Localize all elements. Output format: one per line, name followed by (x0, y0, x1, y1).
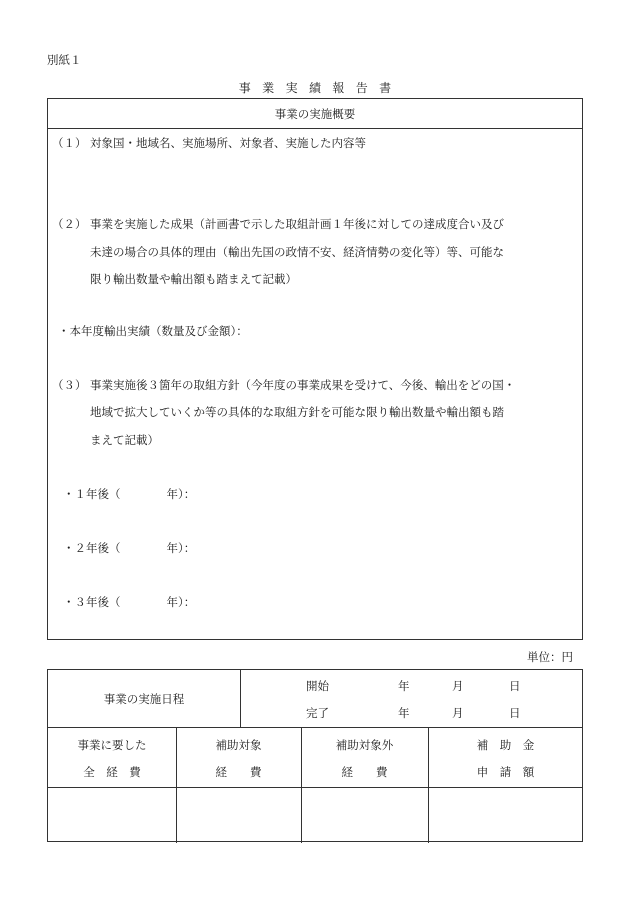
col-non-subsidized-line1: 補助対象外 (335, 738, 394, 752)
item3-year1: ・１年後（ 年）： (63, 487, 196, 501)
document-title: 事業実績報告書 (238, 81, 403, 95)
col-subsidized-line1: 補助対象 (215, 738, 262, 752)
col-grant-request-line2: 申 請 額 (476, 765, 535, 779)
item3-line1: 事業実施後３箇年の取組方針（今年度の事業成果を受けて、今後、輸出をどの国・ (90, 378, 516, 392)
end-month-label: 月 (452, 706, 464, 720)
schedule-divider (240, 670, 241, 727)
item1-number: （１） (52, 136, 87, 150)
col-non-subsidized-line2: 経 費 (341, 765, 388, 779)
item1-text: 対象国・地域名、実施場所、対象者、実施した内容等 (90, 136, 366, 150)
item2-number: （２） (52, 217, 87, 231)
schedule-label: 事業の実施日程 (103, 692, 185, 706)
col-total-cost-line2: 全 経 費 (83, 765, 141, 779)
col-total-cost-line1: 事業に要した (77, 738, 147, 752)
summary-box (47, 98, 583, 640)
item3-line2: 地域で拡大していくか等の具体的な取組方針を可能な限り輸出数量や輸出額も踏 (90, 405, 504, 419)
attachment-label: 別紙１ (47, 53, 82, 67)
total-cost-value-cell[interactable] (48, 788, 176, 842)
col-grant-request-line1: 補 助 金 (476, 738, 535, 752)
item3-number: （３） (52, 378, 87, 392)
item3-year2: ・２年後（ 年）： (63, 541, 196, 555)
start-year-label: 年 (398, 679, 410, 693)
summary-heading: 事業の実施概要 (48, 99, 582, 129)
schedule-table (47, 669, 583, 842)
non-subsidized-cost-value-cell[interactable] (302, 788, 428, 842)
item3-year3: ・３年後（ 年）： (63, 595, 196, 609)
grant-request-value-cell[interactable] (429, 788, 582, 842)
start-label: 開始 (306, 679, 329, 693)
unit-label: 単位：円 (527, 650, 573, 664)
item3-line3: まえて記載） (90, 433, 159, 447)
end-label: 完了 (306, 706, 329, 720)
end-year-label: 年 (398, 706, 410, 720)
item2-line2: 未達の場合の具体的理由（輸出先国の政情不安、経済情勢の変化等）等、可能な (90, 245, 504, 259)
start-month-label: 月 (452, 679, 464, 693)
item2-line3: 限り輸出数量や輸出額も踏まえて記載） (90, 272, 297, 286)
col-subsidized-line2: 経 費 (215, 765, 262, 779)
subsidized-cost-value-cell[interactable] (177, 788, 301, 842)
item2-export-results: ・本年度輸出実績（数量及び金額）： (58, 324, 248, 338)
item2-line1: 事業を実施した成果（計画書で示した取組計画１年後に対しての達成度合い及び (90, 217, 504, 231)
row-divider-1 (48, 727, 582, 728)
start-day-label: 日 (509, 679, 521, 693)
end-day-label: 日 (509, 706, 521, 720)
